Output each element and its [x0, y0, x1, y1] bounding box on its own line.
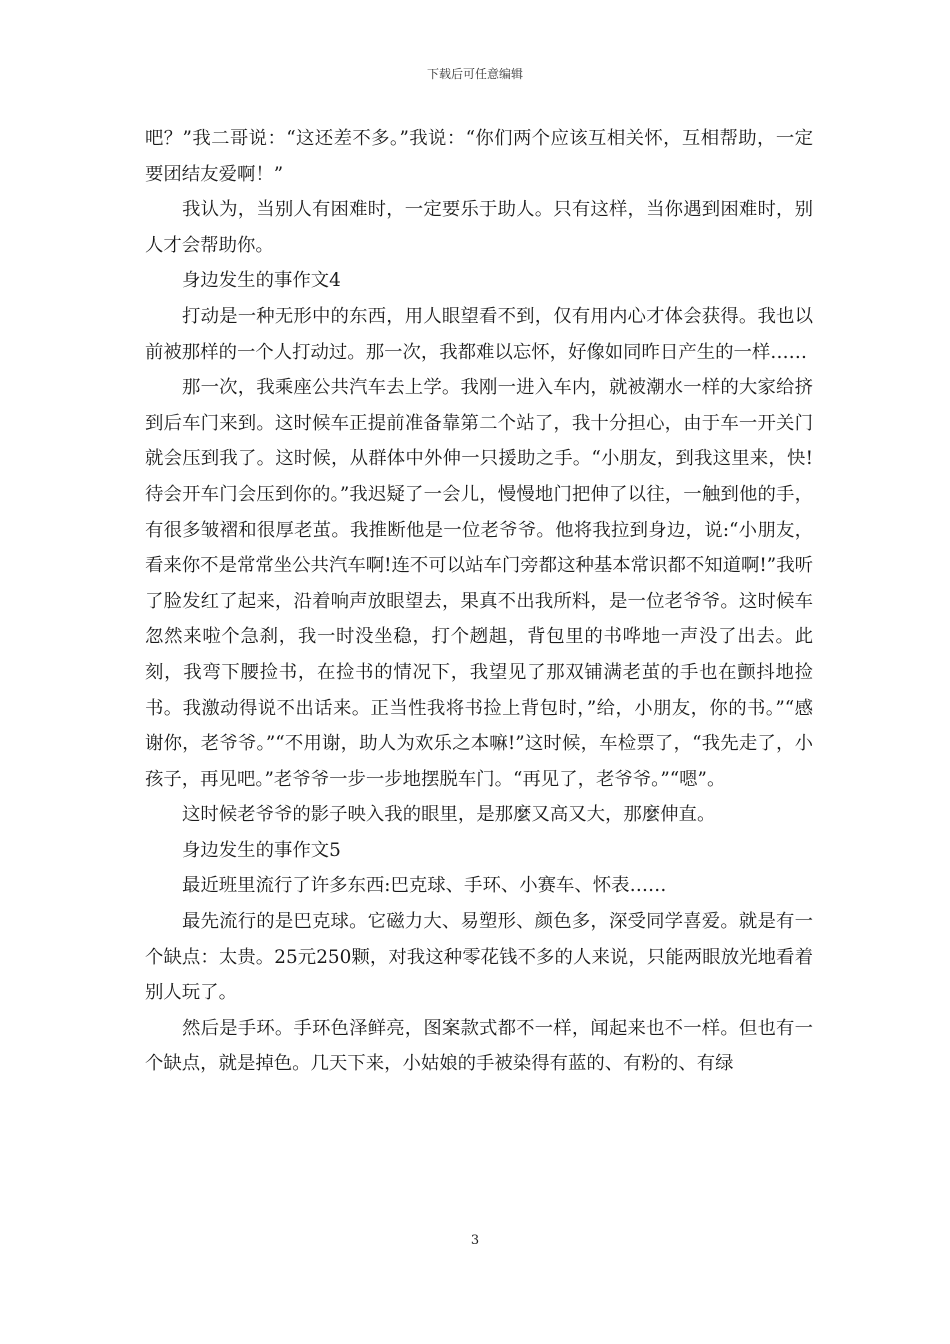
paragraph: 然后是手环。手环色泽鲜亮，图案款式都不一样，闻起来也不一样。但也有一个缺点，就是掉色。几天下来，小姑娘的手被染得有蓝的、有粉的、有绿 — [145, 1017, 813, 1075]
paragraph: 那一次，我乘座公共汽车去上学。我刚一进入车内，就被潮水一样的大家给挤到后车门来到。这时候车正提前准备靠第二个站了，我十分担心，由于车一开关门就会压到我了。这时候，从群体中外伸一只援助之手。“小朋友，到我这里来，快!待会开车门会压到你的。”我迟疑了一会儿，慢慢地门把伸了以往，一触到他的手，有很多皱褶和很厚老茧。我推断他是一位老爷爷。他将我拉到身边，说:“小朋友，看来你不是常常坐公共汽车啊!连不可以站车门旁都这种基本常识都不知道啊!”我听了脸发红了起来，沿着响声放眼望去，果真不出我所料，是一位老爷爷。这时候车忽然来啦个急刹，我一时没坐稳，打个趔趄，背包里的书哗地一声没了出去。此刻，我弯下腰捡书，在捡书的情况下，我望见了那双铺满老茧的手也在颤抖地捡书。我激动得说不出话来。正当性我将书捡上背包时，”给，小朋友，你的书。”“感谢你，老爷爷。”“不用谢，助人为欢乐之本嘛!”这时候，车检票了，“我先走了，小孩子，再见吧。”老爷爷一步一步地摆脱车门。“再见了，老爷爷。”“嗯”。 — [145, 377, 813, 790]
paragraph: 打动是一种无形中的东西，用人眼望看不到，仅有用内心才体会获得。我也以前被那样的一个人打动过。那一次，我都难以忘怀，好像如同昨日产生的一样…… — [145, 305, 813, 363]
paragraph: 我认为，当别人有困难时，一定要乐于助人。只有这样，当你遇到困难时，别人才会帮助你。 — [145, 199, 813, 256]
paragraph: 最先流行的是巴克球。它磁力大、易塑形、颜色多，深受同学喜爱。就是有一个缺点：太贵。25元250颗，对我这种零花钱不多的人来说，只能两眼放光地看着别人玩了。 — [145, 911, 813, 1004]
document-body — [145, 121, 813, 1082]
paragraph: 最近班里流行了许多东西:巴克球、手环、小赛车、怀表…… — [182, 875, 667, 897]
paragraph-continuation: 吧？”我二哥说：“这还差不多。”我说：“你们两个应该互相关怀，互相帮助，一定要团结友爱啊！” — [145, 128, 813, 185]
page-header: 下载后可任意编辑 — [426, 67, 523, 81]
page-number: 3 — [470, 1233, 480, 1248]
section-heading-essay-4: 身边发生的事作文4 — [182, 270, 341, 292]
paragraph: 这时候老爷爷的影子映入我的眼里，是那麼又高又大，那麼伸直。 — [182, 804, 716, 826]
section-heading-essay-5: 身边发生的事作文5 — [182, 839, 341, 861]
